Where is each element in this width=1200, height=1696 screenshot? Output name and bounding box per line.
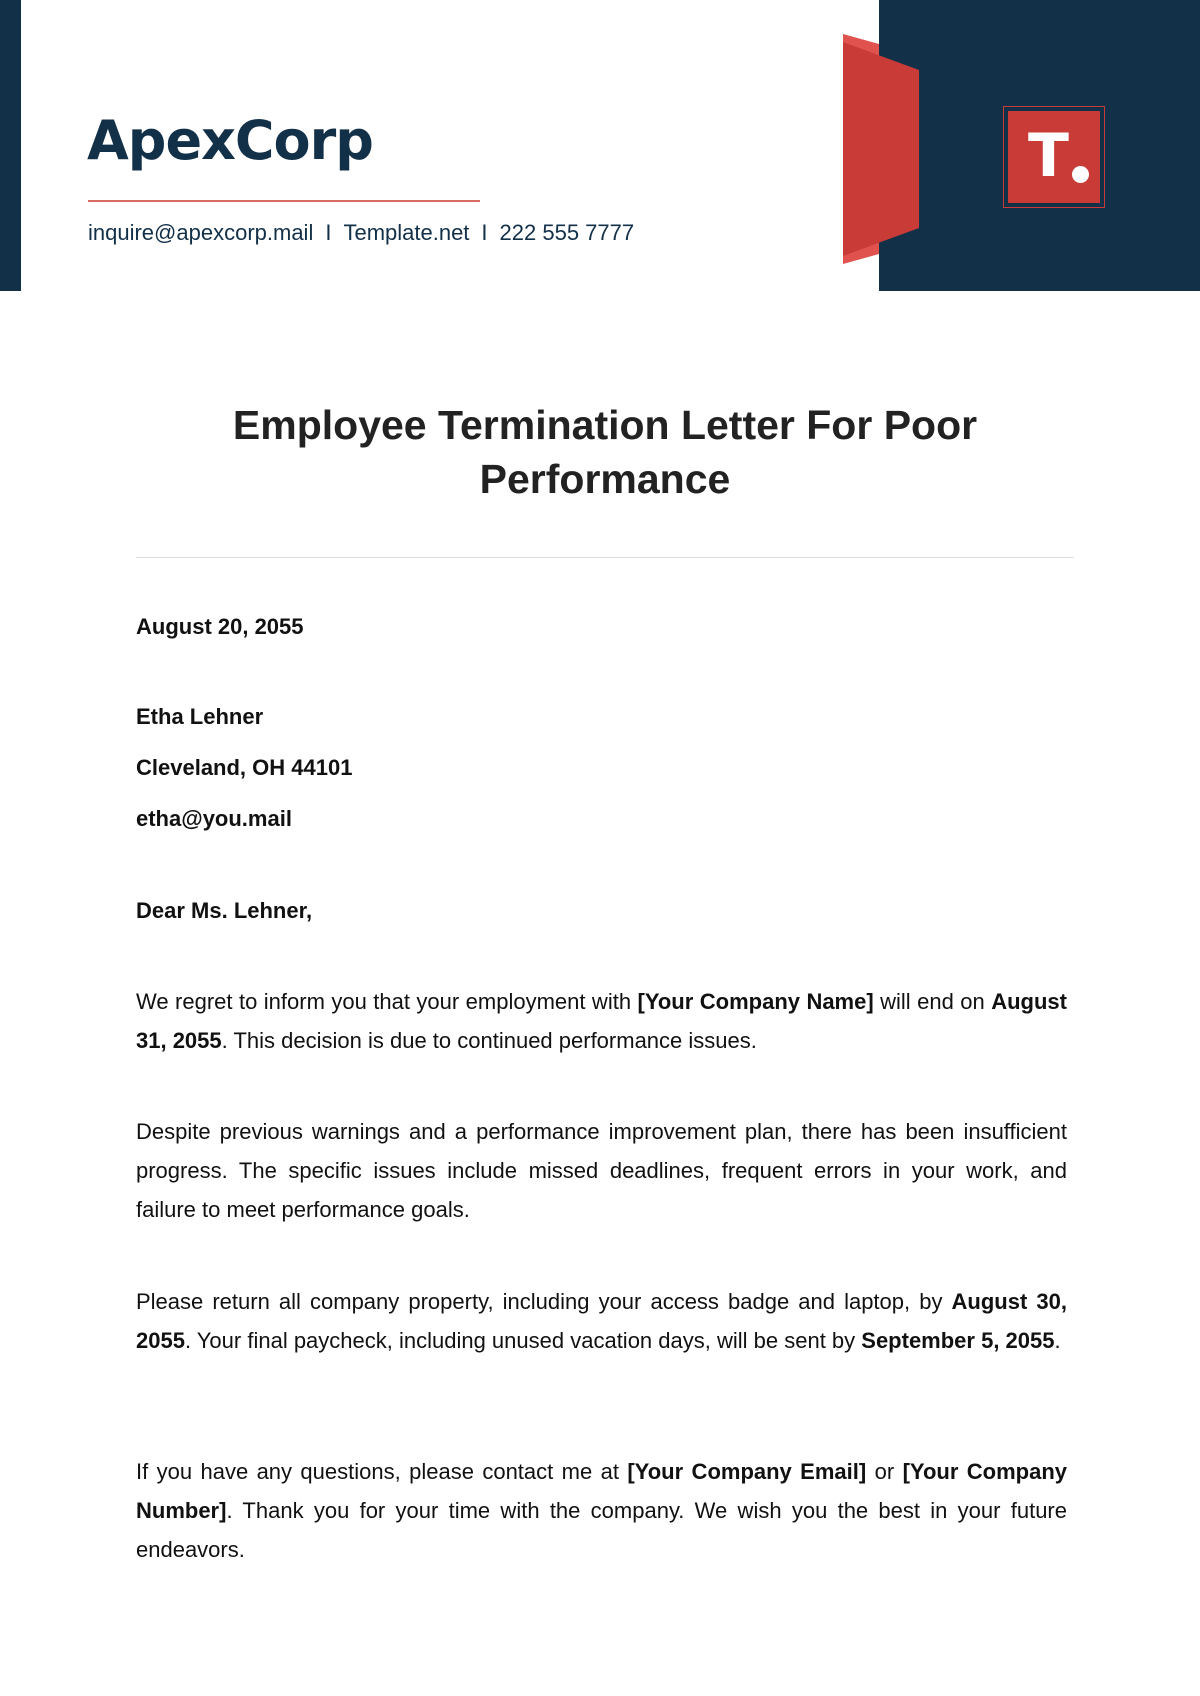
template-logo bbox=[1003, 106, 1105, 208]
paragraph-text: . This decision is due to continued performance issues. bbox=[221, 1028, 757, 1053]
contact-separator: I bbox=[481, 220, 488, 245]
company-name-placeholder: [Your Company Name] bbox=[637, 989, 874, 1014]
contact-line bbox=[88, 218, 634, 248]
salutation: Dear Ms. Lehner, bbox=[136, 898, 313, 923]
brand-underline bbox=[88, 200, 480, 202]
paragraph-text: We regret to inform you that your employment with bbox=[136, 989, 638, 1014]
ribbon-front bbox=[843, 42, 919, 256]
recipient-name: Etha Lehner bbox=[136, 704, 264, 729]
property-return-date: August 30, 2055 bbox=[136, 1289, 1067, 1353]
paycheck-date: September 5, 2055 bbox=[861, 1328, 1055, 1353]
paragraph-text: or bbox=[866, 1459, 903, 1484]
paragraph-performance-issues bbox=[136, 1112, 1067, 1229]
template-logo-square bbox=[1008, 111, 1100, 203]
document-title: Employee Termination Letter For Poor Performance bbox=[232, 402, 978, 502]
termination-date: August 31, 2055 bbox=[136, 989, 1067, 1053]
template-logo-dot bbox=[1072, 166, 1089, 183]
company-email[interactable]: inquire@apexcorp.mail bbox=[88, 220, 314, 245]
paragraph-text: . bbox=[1054, 1328, 1061, 1353]
contact-separator: I bbox=[325, 220, 332, 245]
paragraph-contact bbox=[136, 1452, 1067, 1569]
paragraph-text: . Your final paycheck, including unused vacation days, will be sent by bbox=[184, 1328, 862, 1353]
company-website[interactable]: Template.net bbox=[343, 220, 470, 245]
recipient-address: Cleveland, OH 44101 bbox=[136, 755, 353, 780]
paragraph-text: . Thank you for your time with the company. We wish you the best in your future endeavors. bbox=[136, 1498, 1067, 1562]
company-email-placeholder: [Your Company Email] bbox=[627, 1459, 867, 1484]
recipient-email: etha@you.mail bbox=[136, 806, 292, 831]
letter-date: August 20, 2055 bbox=[136, 614, 304, 639]
template-logo-letter: T bbox=[1028, 121, 1069, 191]
paragraph-text: Despite previous warnings and a performance improvement plan, there has been insufficient progress. The specific issues include missed deadlines, frequent errors in your work, and failure to meet performance goals. bbox=[136, 1119, 1067, 1222]
paragraph-termination-notice bbox=[136, 982, 1067, 1060]
company-phone[interactable]: 222 555 7777 bbox=[499, 220, 635, 245]
title-divider bbox=[136, 557, 1074, 558]
paragraph-text: If you have any questions, please contact me at bbox=[136, 1459, 628, 1484]
paragraph-text: will end on bbox=[873, 989, 992, 1014]
paragraph-text: Please return all company property, including your access badge and laptop, by bbox=[136, 1289, 952, 1314]
ribbon-decoration bbox=[843, 34, 919, 264]
header-left-strip bbox=[0, 0, 21, 291]
paragraph-company-property bbox=[136, 1282, 1067, 1360]
company-name: ApexCorp bbox=[87, 109, 373, 172]
company-number-placeholder: [Your Company Number] bbox=[136, 1459, 1068, 1523]
